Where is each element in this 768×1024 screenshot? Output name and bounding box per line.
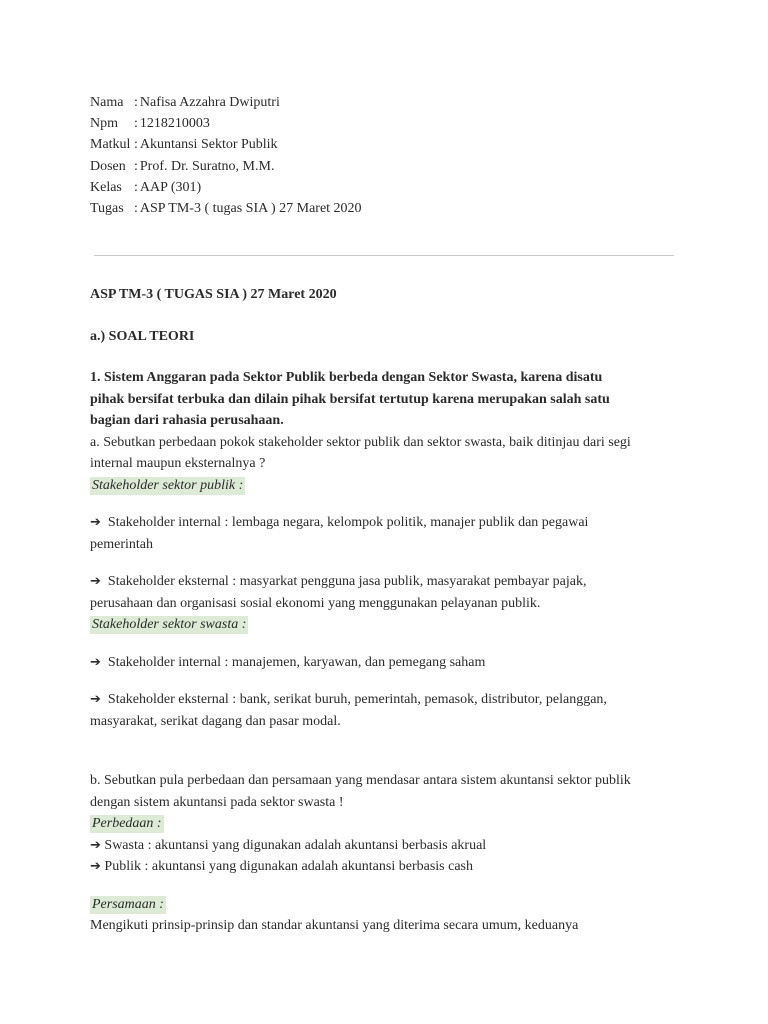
identity-row-tugas: [90, 198, 362, 219]
identity-label: Dosen: [90, 158, 126, 174]
bullet-text: Stakeholder internal : manajemen, karyawan, dan pemegang saham: [107, 654, 486, 670]
identity-separator: :: [134, 137, 138, 153]
identity-label: Kelas: [90, 179, 122, 195]
persamaan-text: Mengikuti prinsip-prinsip dan standar akuntansi yang diterima secara umum, keduanya: [90, 918, 579, 933]
question-1-line: 1. Sistem Anggaran pada Sektor Publik berbeda dengan Sektor Swasta, karena disatu: [90, 370, 603, 385]
highlight-perbedaan: Perbedaan :: [92, 816, 162, 831]
identity-separator: :: [134, 158, 138, 174]
identity-row-dosen: [90, 156, 362, 177]
identity-separator: :: [134, 116, 138, 132]
bullet-publik-internal: [90, 512, 690, 534]
arrow-icon: ➔: [90, 654, 101, 670]
bullet-continuation: perusahaan dan organisasi sosial ekonomi yang menggunakan pelayanan publik.: [90, 595, 541, 611]
identity-value: AAP (301): [139, 179, 202, 195]
identity-value: Prof. Dr. Suratno, M.M.: [139, 158, 275, 174]
question-1-line: bagian dari rahasia perusahaan.: [90, 413, 284, 428]
question-a-line: internal maupun eksternalnya ?: [90, 456, 266, 471]
document-title: ASP TM-3 ( TUGAS SIA ) 27 Maret 2020: [90, 287, 337, 302]
bullet-publik-eksternal: [90, 571, 690, 593]
arrow-icon: ➔: [90, 837, 101, 853]
identity-row-kelas: [90, 177, 362, 198]
arrow-icon: ➔: [90, 574, 101, 589]
document-body: [90, 284, 690, 937]
identity-block: [90, 92, 362, 219]
arrow-icon: ➔: [90, 515, 101, 530]
identity-label: Matkul: [90, 137, 131, 153]
identity-separator: :: [134, 95, 138, 110]
section-heading: a.) SOAL TEORI: [90, 328, 195, 344]
identity-value: Akuntansi Sektor Publik: [139, 137, 278, 153]
horizontal-divider: [94, 255, 674, 256]
question-a-line: a. Sebutkan perbedaan pokok stakeholder sektor publik dan sektor swasta, baik ditinjau dari segi: [90, 434, 631, 450]
identity-separator: :: [134, 201, 138, 217]
bullet-text: Stakeholder eksternal : masyarkat pengguna jasa publik, masyarakat pembayar pajak,: [107, 574, 587, 589]
identity-row-nama: [90, 92, 362, 113]
identity-row-npm: [90, 113, 362, 134]
identity-value: ASP TM-3 ( tugas SIA ) 27 Maret 2020: [139, 201, 362, 217]
bullet-continuation: pemerintah: [90, 536, 153, 552]
arrow-icon: ➔: [90, 859, 101, 874]
question-b-line: dengan sistem akuntansi pada sektor swasta !: [90, 794, 344, 810]
bullet-text: Swasta : akuntansi yang digunakan adalah akuntansi berbasis akrual: [104, 837, 487, 853]
bullet-text: Publik : akuntansi yang digunakan adalah akuntansi berbasis cash: [104, 859, 473, 874]
bullet-perbedaan-publik: [90, 856, 690, 878]
question-1-line: pihak bersifat terbuka dan dilain pihak bersifat tertutup karena merupakan salah satu: [90, 391, 610, 407]
bullet-continuation: masyarakat, serikat dagang dan pasar modal.: [90, 713, 341, 729]
highlight-stakeholder-publik: Stakeholder sektor publik :: [92, 477, 244, 493]
highlight-persamaan: Persamaan :: [92, 896, 164, 912]
question-b-line: b. Sebutkan pula perbedaan dan persamaan yang mendasar antara sistem akuntansi sektor publik: [90, 773, 631, 788]
identity-label: Nama: [90, 95, 124, 110]
identity-label: Npm: [90, 116, 118, 132]
identity-row-matkul: [90, 134, 362, 155]
arrow-icon: ➔: [90, 692, 101, 707]
bullet-swasta-eksternal: [90, 689, 690, 711]
bullet-text: Stakeholder internal : lembaga negara, kelompok politik, manajer publik dan pegawai: [107, 515, 589, 530]
identity-label: Tugas: [90, 201, 124, 217]
bullet-swasta-internal: [90, 652, 690, 674]
highlight-stakeholder-swasta: Stakeholder sektor swasta :: [92, 617, 247, 632]
bullet-perbedaan-swasta: [90, 835, 690, 857]
identity-separator: :: [134, 179, 138, 195]
bullet-text: Stakeholder eksternal : bank, serikat buruh, pemerintah, pemasok, distributor, pelanggan,: [107, 692, 607, 707]
identity-value: Nafisa Azzahra Dwiputri: [139, 95, 280, 110]
identity-value: 1218210003: [139, 116, 210, 132]
